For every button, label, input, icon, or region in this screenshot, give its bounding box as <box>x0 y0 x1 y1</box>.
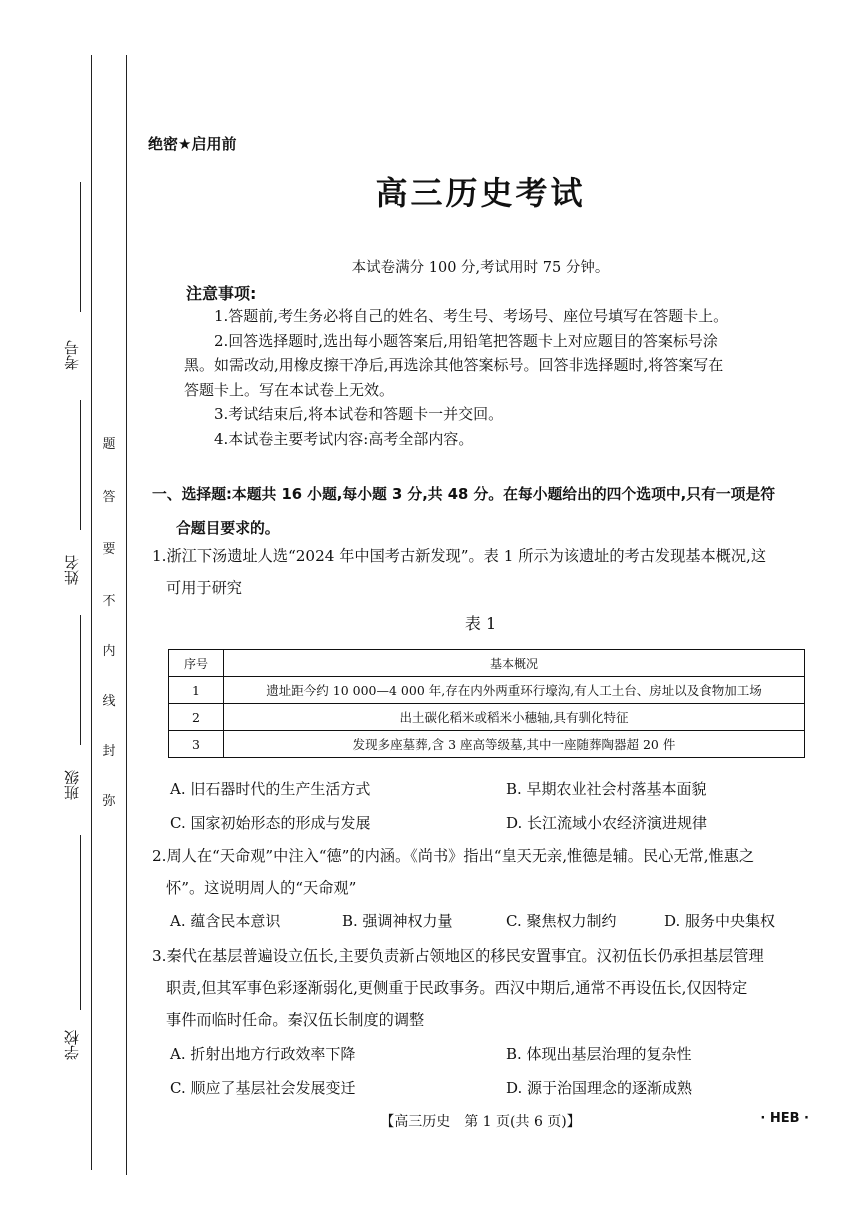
class-blank <box>80 615 81 745</box>
question-stem: 事件而临时任命。秦汉伍长制度的调整 <box>166 1011 425 1029</box>
q2-options <box>170 910 810 936</box>
section-line: 一、选择题:本题共 16 小题,每小题 3 分,共 48 分。在每小题给出的四个选项中,只有一项是符 <box>152 486 776 503</box>
question-stem: 2.周人在“天命观”中注入“德”的内涵。《尚书》指出“皇天无亲,惟德是辅。民心无常,惟惠之 <box>152 847 755 865</box>
table-header: 序号 <box>169 650 224 677</box>
binding-line-outer <box>91 55 92 1170</box>
question-stem: 可用于研究 <box>166 579 242 597</box>
question-2 <box>152 840 817 904</box>
option-b: B. 体现出基层治理的复杂性 <box>506 1045 692 1063</box>
option-d: D. 长江流域小农经济演进规律 <box>506 814 708 832</box>
archaeology-table <box>168 649 805 758</box>
table-row <box>169 677 805 704</box>
table-cell: 2 <box>169 704 224 731</box>
option-c: C. 聚焦权力制约 <box>506 912 617 930</box>
exam-no-blank <box>80 182 81 312</box>
table-caption: 表 1 <box>464 614 497 633</box>
table-header-row <box>169 650 805 677</box>
seal-char: 内 <box>102 644 116 659</box>
seal-char: 线 <box>102 694 116 709</box>
seal-char: 答 <box>102 490 116 505</box>
question-stem: 3.秦代在基层普遍设立伍长,主要负责新占领地区的移民安置事宜。汉初伍长仍承担基层管理 <box>152 947 764 965</box>
table-row <box>169 731 805 758</box>
option-d: D. 服务中央集权 <box>664 912 776 930</box>
paper-code: · HEB · <box>760 1111 809 1126</box>
option-c: C. 顺应了基层社会发展变迁 <box>170 1079 356 1097</box>
option-a: A. 蕴含民本意识 <box>170 912 281 930</box>
seal-char: 封 <box>102 744 116 759</box>
option-a: A. 旧石器时代的生产生活方式 <box>170 780 371 798</box>
page-title: 高三历史考试 <box>375 174 586 212</box>
seal-char: 弥 <box>102 794 116 809</box>
seal-char: 要 <box>102 542 116 557</box>
table-cell: 遗址距今约 10 000—4 000 年,存在内外两重环行壕沟,有人工土台、房址以及食物加工场 <box>224 677 805 704</box>
table-cell: 发现多座墓葬,含 3 座高等级墓,其中一座随葬陶器超 20 件 <box>224 731 805 758</box>
binding-line-inner <box>126 55 127 1175</box>
table-cell: 3 <box>169 731 224 758</box>
exam-info: 本试卷满分 100 分,考试用时 75 分钟。 <box>351 260 610 276</box>
section-heading <box>152 478 812 546</box>
q3-options <box>170 1043 810 1103</box>
question-3 <box>152 940 817 1036</box>
notice-heading: 注意事项: <box>186 284 257 303</box>
section-line: 合题目要求的。 <box>176 520 280 537</box>
notice-item: 黑。如需改动,用橡皮擦干净后,再选涂其他答案标号。回答非选择题时,将答案写在 <box>184 356 724 374</box>
option-b: B. 强调神权力量 <box>342 912 453 930</box>
secret-mark: 绝密★启用前 <box>148 135 237 153</box>
school-blank <box>80 835 81 1010</box>
option-a: A. 折射出地方行政效率下降 <box>170 1045 356 1063</box>
notice-block <box>184 304 784 451</box>
table-cell: 1 <box>169 677 224 704</box>
notice-item: 2.回答选择题时,选出每小题答案后,用铅笔把答题卡上对应题目的答案标号涂 <box>214 331 718 350</box>
table-row <box>169 704 805 731</box>
question-stem: 1.浙江下汤遗址人选“2024 年中国考古新发现”。表 1 所示为该遗址的考古发现基本概况,这 <box>152 547 767 565</box>
class-label: 班级 <box>63 770 81 800</box>
seal-char: 不 <box>102 594 116 609</box>
seal-char: 题 <box>102 437 116 452</box>
table-cell: 出土碳化稻米或稻米小穗轴,具有驯化特征 <box>224 704 805 731</box>
exam-no-label: 考号 <box>63 340 81 370</box>
question-stem: 职责,但其军事色彩逐渐弱化,更侧重于民政事务。西汉中期后,通常不再设伍长,仅因特定 <box>166 979 748 997</box>
option-c: C. 国家初始形态的形成与发展 <box>170 814 371 832</box>
notice-item: 3.考试结束后,将本试卷和答题卡一并交回。 <box>214 405 504 423</box>
notice-item: 1.答题前,考生务必将自己的姓名、考生号、考场号、座位号填写在答题卡上。 <box>214 307 729 325</box>
name-label: 姓名 <box>63 555 81 585</box>
notice-item: 答题卡上。写在本试卷上无效。 <box>184 380 395 399</box>
q1-options <box>170 778 810 838</box>
page-footer: 【高三历史 第 1 页(共 6 页)】 <box>380 1114 581 1130</box>
name-blank <box>80 400 81 530</box>
school-label: 学校 <box>63 1030 81 1060</box>
option-d: D. 源于治国理念的逐渐成熟 <box>506 1079 693 1097</box>
notice-item: 4.本试卷主要考试内容:高考全部内容。 <box>214 429 474 448</box>
table-header: 基本概况 <box>224 650 805 677</box>
question-stem: 怀”。这说明周人的“天命观” <box>166 879 357 897</box>
question-1 <box>152 540 817 604</box>
option-b: B. 早期农业社会村落基本面貌 <box>506 780 707 798</box>
